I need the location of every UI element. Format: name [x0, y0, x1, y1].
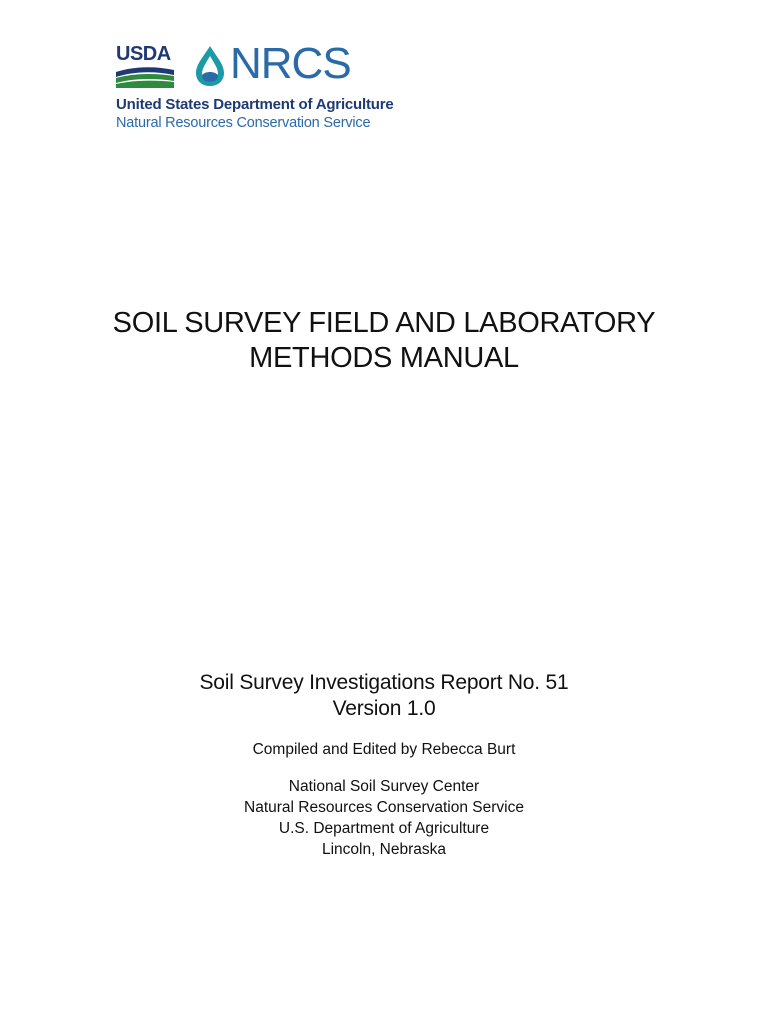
report-series: Soil Survey Investigations Report No. 51: [199, 671, 569, 694]
water-drop-icon: [192, 44, 228, 88]
usda-landscape-icon: [116, 66, 174, 88]
document-title: [0, 306, 768, 376]
usda-nrcs-logo: [116, 39, 416, 131]
address-line-1: National Soil Survey Center: [288, 778, 480, 795]
nrcs-label: NRCS: [230, 39, 351, 88]
address-line-3: U.S. Department of Agriculture: [278, 820, 490, 837]
report-version: Version 1.0: [332, 697, 436, 720]
logo-row: [116, 39, 416, 94]
address-line-4: Lincoln, Nebraska: [321, 841, 447, 858]
publisher-address: [0, 776, 768, 860]
usda-label: USDA: [116, 43, 171, 65]
title-line-1: SOIL SURVEY FIELD AND LABORATORY: [112, 307, 656, 339]
compiled-by: Compiled and Edited by Rebecca Burt: [252, 741, 516, 758]
address-line-2: Natural Resources Conservation Service: [244, 799, 524, 816]
agency-name: Natural Resources Conservation Service: [116, 115, 371, 131]
department-name: United States Department of Agriculture: [116, 96, 394, 113]
usda-wordmark: [116, 42, 174, 88]
report-block: [0, 670, 768, 860]
title-line-2: METHODS MANUAL: [249, 342, 519, 374]
